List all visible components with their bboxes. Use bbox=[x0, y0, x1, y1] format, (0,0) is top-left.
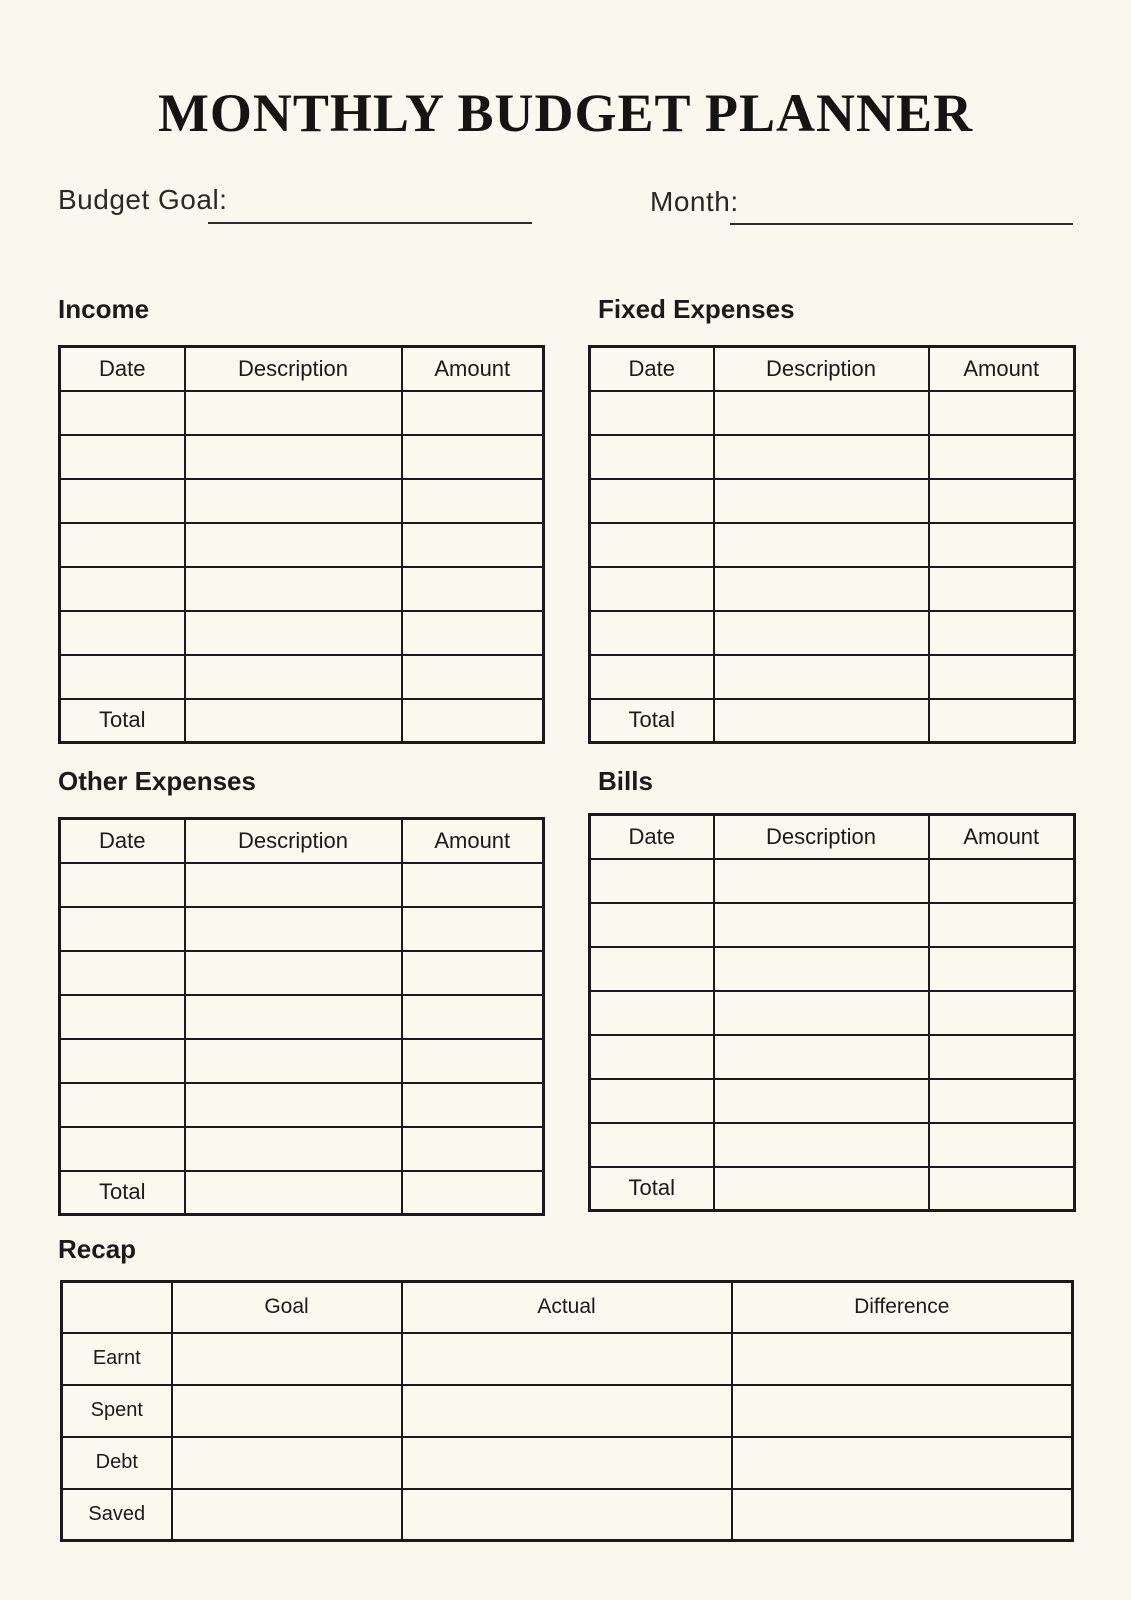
date-cell[interactable] bbox=[60, 435, 185, 479]
description-cell[interactable] bbox=[714, 1035, 929, 1079]
date-cell[interactable] bbox=[590, 991, 714, 1035]
table-row bbox=[590, 1035, 1075, 1079]
description-cell[interactable] bbox=[714, 947, 929, 991]
earnt-row-label: Earnt bbox=[62, 1333, 172, 1385]
table-row bbox=[60, 1083, 544, 1127]
amount-cell[interactable] bbox=[929, 991, 1075, 1035]
amount-cell[interactable] bbox=[929, 1035, 1075, 1079]
description-cell[interactable] bbox=[185, 655, 402, 699]
amount-cell[interactable] bbox=[929, 903, 1075, 947]
bills-heading: Bills bbox=[598, 766, 653, 796]
table-row bbox=[60, 1127, 544, 1171]
actual-cell[interactable] bbox=[402, 1437, 732, 1489]
description-column-header: Description bbox=[185, 347, 402, 391]
difference-cell[interactable] bbox=[732, 1489, 1073, 1541]
date-cell[interactable] bbox=[590, 1079, 714, 1123]
description-cell[interactable] bbox=[714, 1079, 929, 1123]
amount-cell[interactable] bbox=[402, 523, 544, 567]
amount-cell[interactable] bbox=[402, 479, 544, 523]
table-row bbox=[590, 903, 1075, 947]
description-cell[interactable] bbox=[185, 523, 402, 567]
total-description-cell[interactable] bbox=[714, 1167, 929, 1211]
table-row bbox=[60, 995, 544, 1039]
amount-column-header: Amount bbox=[929, 815, 1075, 859]
table-row bbox=[60, 863, 544, 907]
date-cell[interactable] bbox=[60, 611, 185, 655]
amount-cell[interactable] bbox=[402, 611, 544, 655]
month-input-line[interactable] bbox=[730, 223, 1073, 225]
date-column-header: Date bbox=[60, 347, 185, 391]
recap-row-earnt bbox=[62, 1333, 1073, 1385]
amount-cell[interactable] bbox=[929, 567, 1075, 611]
date-cell[interactable] bbox=[60, 1083, 185, 1127]
description-cell[interactable] bbox=[714, 655, 929, 699]
table-row bbox=[590, 1079, 1075, 1123]
date-cell[interactable] bbox=[590, 1123, 714, 1167]
table-row bbox=[590, 479, 1075, 523]
description-cell[interactable] bbox=[185, 391, 402, 435]
goal-cell[interactable] bbox=[172, 1437, 402, 1489]
saved-row-label: Saved bbox=[62, 1489, 172, 1541]
total-row bbox=[590, 699, 1075, 743]
amount-column-header: Amount bbox=[402, 819, 544, 863]
total-description-cell[interactable] bbox=[185, 1171, 402, 1215]
budget-goal-label: Budget Goal: bbox=[58, 184, 228, 215]
amount-cell[interactable] bbox=[402, 391, 544, 435]
date-cell[interactable] bbox=[60, 479, 185, 523]
difference-cell[interactable] bbox=[732, 1437, 1073, 1489]
description-cell[interactable] bbox=[185, 1039, 402, 1083]
difference-cell[interactable] bbox=[732, 1333, 1073, 1385]
amount-cell[interactable] bbox=[402, 435, 544, 479]
description-cell[interactable] bbox=[185, 611, 402, 655]
description-cell[interactable] bbox=[185, 995, 402, 1039]
date-cell[interactable] bbox=[590, 947, 714, 991]
description-cell[interactable] bbox=[714, 435, 929, 479]
description-cell[interactable] bbox=[714, 859, 929, 903]
table-row bbox=[590, 611, 1075, 655]
difference-column-header: Difference bbox=[732, 1282, 1073, 1333]
total-amount-cell[interactable] bbox=[929, 1167, 1075, 1211]
table-row bbox=[590, 523, 1075, 567]
table-row bbox=[60, 523, 544, 567]
date-cell[interactable] bbox=[60, 863, 185, 907]
table-row bbox=[590, 1123, 1075, 1167]
total-description-cell[interactable] bbox=[185, 699, 402, 743]
header-row bbox=[62, 1282, 1073, 1333]
goal-cell[interactable] bbox=[172, 1489, 402, 1541]
total-amount-cell[interactable] bbox=[929, 699, 1075, 743]
header-row bbox=[60, 819, 544, 863]
recap-corner-cell bbox=[62, 1282, 172, 1333]
header-row bbox=[590, 815, 1075, 859]
income-heading: Income bbox=[58, 294, 150, 324]
description-cell[interactable] bbox=[185, 435, 402, 479]
amount-cell[interactable] bbox=[929, 1123, 1075, 1167]
recap-row-spent bbox=[62, 1385, 1073, 1437]
date-cell[interactable] bbox=[590, 479, 714, 523]
total-label: Total bbox=[60, 1171, 185, 1215]
recap-heading: Recap bbox=[58, 1234, 137, 1264]
budget-goal-input-line[interactable] bbox=[208, 222, 532, 224]
debt-row-label: Debt bbox=[62, 1437, 172, 1489]
fixed-expenses-table bbox=[588, 345, 1076, 744]
table-row bbox=[60, 391, 544, 435]
total-description-cell[interactable] bbox=[714, 699, 929, 743]
table-row bbox=[60, 951, 544, 995]
description-cell[interactable] bbox=[185, 863, 402, 907]
actual-cell[interactable] bbox=[402, 1333, 732, 1385]
amount-cell[interactable] bbox=[402, 1083, 544, 1127]
description-cell[interactable] bbox=[185, 951, 402, 995]
total-label: Total bbox=[590, 699, 714, 743]
total-label: Total bbox=[590, 1167, 714, 1211]
fixed-expenses-heading: Fixed Expenses bbox=[598, 294, 795, 324]
amount-cell[interactable] bbox=[929, 1079, 1075, 1123]
description-cell[interactable] bbox=[714, 1123, 929, 1167]
amount-cell[interactable] bbox=[929, 523, 1075, 567]
description-cell[interactable] bbox=[714, 567, 929, 611]
goal-column-header: Goal bbox=[172, 1282, 402, 1333]
table-row bbox=[590, 991, 1075, 1035]
description-cell[interactable] bbox=[714, 391, 929, 435]
description-cell[interactable] bbox=[714, 479, 929, 523]
amount-cell[interactable] bbox=[929, 611, 1075, 655]
recap-table bbox=[60, 1280, 1074, 1542]
month-label: Month: bbox=[650, 186, 739, 217]
amount-cell[interactable] bbox=[929, 859, 1075, 903]
table-row bbox=[590, 859, 1075, 903]
date-cell[interactable] bbox=[60, 995, 185, 1039]
date-cell[interactable] bbox=[60, 951, 185, 995]
amount-cell[interactable] bbox=[402, 951, 544, 995]
date-column-header: Date bbox=[590, 815, 714, 859]
total-row bbox=[60, 1171, 544, 1215]
date-cell[interactable] bbox=[60, 567, 185, 611]
other-expenses-heading: Other Expenses bbox=[58, 766, 256, 796]
date-cell[interactable] bbox=[60, 907, 185, 951]
amount-cell[interactable] bbox=[929, 435, 1075, 479]
amount-cell[interactable] bbox=[402, 1127, 544, 1171]
amount-cell[interactable] bbox=[929, 391, 1075, 435]
amount-cell[interactable] bbox=[929, 655, 1075, 699]
header-row bbox=[60, 347, 544, 391]
date-cell[interactable] bbox=[590, 655, 714, 699]
amount-cell[interactable] bbox=[402, 655, 544, 699]
goal-cell[interactable] bbox=[172, 1385, 402, 1437]
recap-row-debt bbox=[62, 1437, 1073, 1489]
description-cell[interactable] bbox=[714, 523, 929, 567]
total-amount-cell[interactable] bbox=[402, 1171, 544, 1215]
date-cell[interactable] bbox=[590, 611, 714, 655]
bills-table bbox=[588, 813, 1076, 1212]
amount-cell[interactable] bbox=[929, 479, 1075, 523]
table-row bbox=[60, 1039, 544, 1083]
total-row bbox=[590, 1167, 1075, 1211]
income-table bbox=[58, 345, 545, 744]
date-cell[interactable] bbox=[60, 391, 185, 435]
other-expenses-table bbox=[58, 817, 545, 1216]
date-cell[interactable] bbox=[590, 1035, 714, 1079]
date-cell[interactable] bbox=[590, 567, 714, 611]
actual-column-header: Actual bbox=[402, 1282, 732, 1333]
table-row bbox=[60, 611, 544, 655]
date-column-header: Date bbox=[590, 347, 714, 391]
description-cell[interactable] bbox=[185, 1127, 402, 1171]
date-cell[interactable] bbox=[60, 1039, 185, 1083]
total-label: Total bbox=[60, 699, 185, 743]
date-cell[interactable] bbox=[60, 523, 185, 567]
description-cell[interactable] bbox=[714, 611, 929, 655]
date-cell[interactable] bbox=[60, 1127, 185, 1171]
actual-cell[interactable] bbox=[402, 1385, 732, 1437]
page-title: MONTHLY BUDGET PLANNER bbox=[157, 83, 974, 143]
date-cell[interactable] bbox=[590, 523, 714, 567]
date-cell[interactable] bbox=[60, 655, 185, 699]
date-cell[interactable] bbox=[590, 435, 714, 479]
date-cell[interactable] bbox=[590, 903, 714, 947]
table-row bbox=[590, 567, 1075, 611]
table-row bbox=[590, 435, 1075, 479]
total-row bbox=[60, 699, 544, 743]
actual-cell[interactable] bbox=[402, 1489, 732, 1541]
amount-column-header: Amount bbox=[929, 347, 1075, 391]
description-cell[interactable] bbox=[714, 991, 929, 1035]
table-row bbox=[60, 655, 544, 699]
difference-cell[interactable] bbox=[732, 1385, 1073, 1437]
amount-cell[interactable] bbox=[402, 995, 544, 1039]
recap-row-saved bbox=[62, 1489, 1073, 1541]
spent-row-label: Spent bbox=[62, 1385, 172, 1437]
amount-cell[interactable] bbox=[402, 907, 544, 951]
table-row bbox=[590, 947, 1075, 991]
date-cell[interactable] bbox=[590, 859, 714, 903]
description-cell[interactable] bbox=[185, 567, 402, 611]
description-cell[interactable] bbox=[185, 479, 402, 523]
description-column-header: Description bbox=[714, 815, 929, 859]
amount-cell[interactable] bbox=[402, 1039, 544, 1083]
header-row bbox=[590, 347, 1075, 391]
table-row bbox=[60, 479, 544, 523]
description-cell[interactable] bbox=[714, 903, 929, 947]
date-cell[interactable] bbox=[590, 391, 714, 435]
date-column-header: Date bbox=[60, 819, 185, 863]
amount-cell[interactable] bbox=[929, 947, 1075, 991]
description-cell[interactable] bbox=[185, 1083, 402, 1127]
description-column-header: Description bbox=[714, 347, 929, 391]
total-amount-cell[interactable] bbox=[402, 699, 544, 743]
table-row bbox=[60, 907, 544, 951]
description-cell[interactable] bbox=[185, 907, 402, 951]
amount-column-header: Amount bbox=[402, 347, 544, 391]
table-row bbox=[60, 567, 544, 611]
table-row bbox=[590, 655, 1075, 699]
amount-cell[interactable] bbox=[402, 863, 544, 907]
description-column-header: Description bbox=[185, 819, 402, 863]
table-row bbox=[60, 435, 544, 479]
goal-cell[interactable] bbox=[172, 1333, 402, 1385]
amount-cell[interactable] bbox=[402, 567, 544, 611]
table-row bbox=[590, 391, 1075, 435]
